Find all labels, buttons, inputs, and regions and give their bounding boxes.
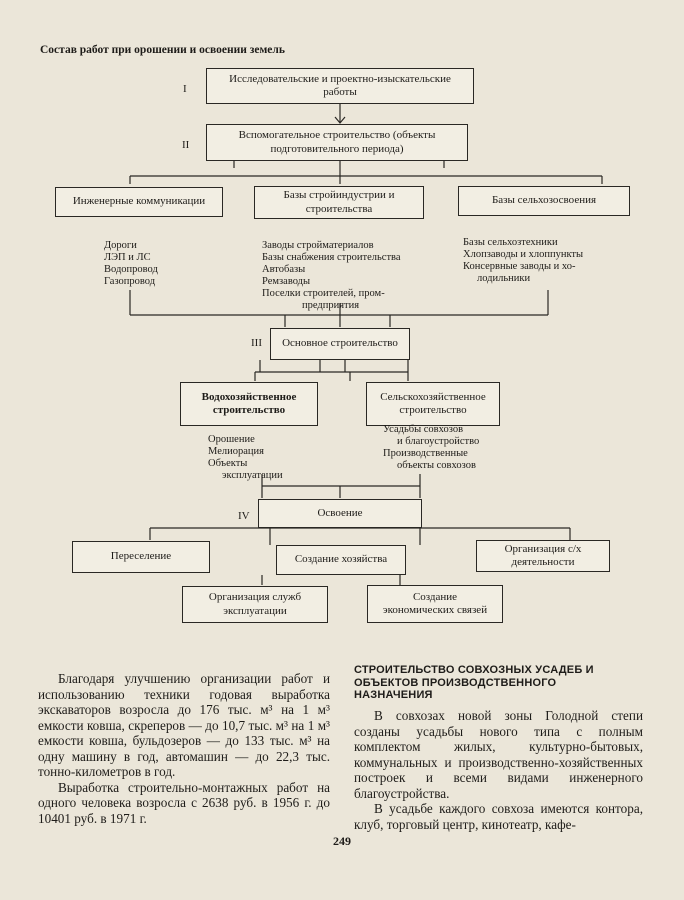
- paragraph: В совхозах новой зоны Голодной степи созданы усадьбы нового типа с полным комплектом жилых, культурно-бытовых, коммунальных и производственно-хозяйственных построек и всеми видами инженерного благоустройства.: [354, 708, 643, 801]
- stage-4-label: IV: [238, 510, 250, 522]
- list-item: Базы сельхозтехники: [463, 237, 558, 248]
- list-item: Орошение: [208, 434, 255, 445]
- list-item: и благоустройство: [397, 436, 480, 447]
- section-heading: СТРОИТЕЛЬСТВО СОВХОЗНЫХ УСАДЕБ И ОБЪЕКТОВ ПРОИЗВОДСТВЕННОГО НАЗНАЧЕНИЯ: [354, 664, 594, 701]
- list-item: Мелиорация: [208, 446, 264, 457]
- list-item: Ремзаводы: [262, 276, 311, 287]
- page-number: 249: [333, 834, 351, 848]
- list-item: Усадьбы совхозов: [383, 424, 464, 435]
- agri-construction-list: [383, 424, 479, 472]
- list-item: Базы снабжения строительства: [262, 252, 401, 263]
- services-organization-box: Организация служб эксплуатации: [182, 586, 328, 623]
- list-item: эксплуатации: [222, 470, 283, 481]
- economic-links-box: Создание экономических связей: [367, 585, 503, 623]
- engineering-list: [104, 240, 158, 288]
- list-item: предприятия: [302, 300, 360, 311]
- survey-box: Исследовательские и проектно-изыскательские работы: [206, 68, 474, 104]
- list-item: Консервные заводы и хо-: [463, 261, 576, 272]
- industry-box: Базы стройиндустрии и строительства: [254, 186, 424, 219]
- resettlement-box: Переселение: [72, 541, 210, 573]
- list-item: Поселки строителей, пром-: [262, 288, 385, 299]
- list-item: ЛЭП и ЛС: [104, 252, 151, 263]
- agri-organization-box: Организация с/х деятельности: [476, 540, 610, 572]
- stage-1-label: I: [183, 83, 187, 95]
- industry-list: [262, 240, 401, 312]
- agri-bases-list: [463, 237, 583, 285]
- stage-3-label: III: [251, 337, 262, 349]
- list-item: Газопровод: [104, 276, 156, 287]
- agri-bases-box: Базы сельхозосвоения: [458, 186, 630, 216]
- paragraph: Выработка строительно-монтажных работ на одного человека возросла с 2638 руб. в 1956 г. до 10401 руб. в 1971 г.: [38, 779, 330, 826]
- main-construction-box: Основное строительство: [270, 328, 410, 360]
- list-item: Дороги: [104, 240, 137, 251]
- auxiliary-construction-box: Вспомогательное строительство (объекты подготовительного периода): [206, 124, 468, 161]
- paragraph: В усадьбе каждого совхоза имеются контора, клуб, торговый центр, кинотеатр, кафе-: [354, 801, 643, 832]
- list-item: Заводы стройматериалов: [262, 240, 374, 251]
- agri-construction-box: Сельскохозяйственное строительство: [366, 382, 500, 426]
- water-construction-box: Водохозяйственное строительство: [180, 382, 318, 426]
- right-column: [354, 708, 643, 832]
- engineering-box: Инженерные коммуникации: [55, 187, 223, 217]
- list-item: Автобазы: [262, 264, 306, 275]
- development-box: Освоение: [258, 499, 422, 528]
- list-item: Объекты: [208, 458, 248, 469]
- list-item: Производственные: [383, 448, 468, 459]
- left-column: [38, 671, 330, 826]
- stage-2-label: II: [182, 139, 190, 151]
- farm-creation-box: Создание хозяйства: [276, 545, 406, 575]
- diagram-title: Состав работ при орошении и освоении земель: [40, 44, 285, 56]
- list-item: объекты совхозов: [397, 460, 476, 471]
- list-item: Хлопзаводы и хлоппункты: [463, 249, 584, 260]
- water-list: [208, 434, 283, 482]
- list-item: лодильники: [477, 273, 531, 284]
- paragraph: Благодаря улучшению организации работ и использованию техники годовая выработка экскаваторов возросла до 176 тыс. м³ на 1 м³ емкости ковша, скреперов — до 10,7 тыс. м³ на 1 м³ емкости ковша, бульдозеров — до 133 тыс. м³ на одну машину в год, автомашин — до 22,3 тыс. тонно-километров в год.: [38, 671, 330, 779]
- list-item: Водопровод: [104, 264, 158, 275]
